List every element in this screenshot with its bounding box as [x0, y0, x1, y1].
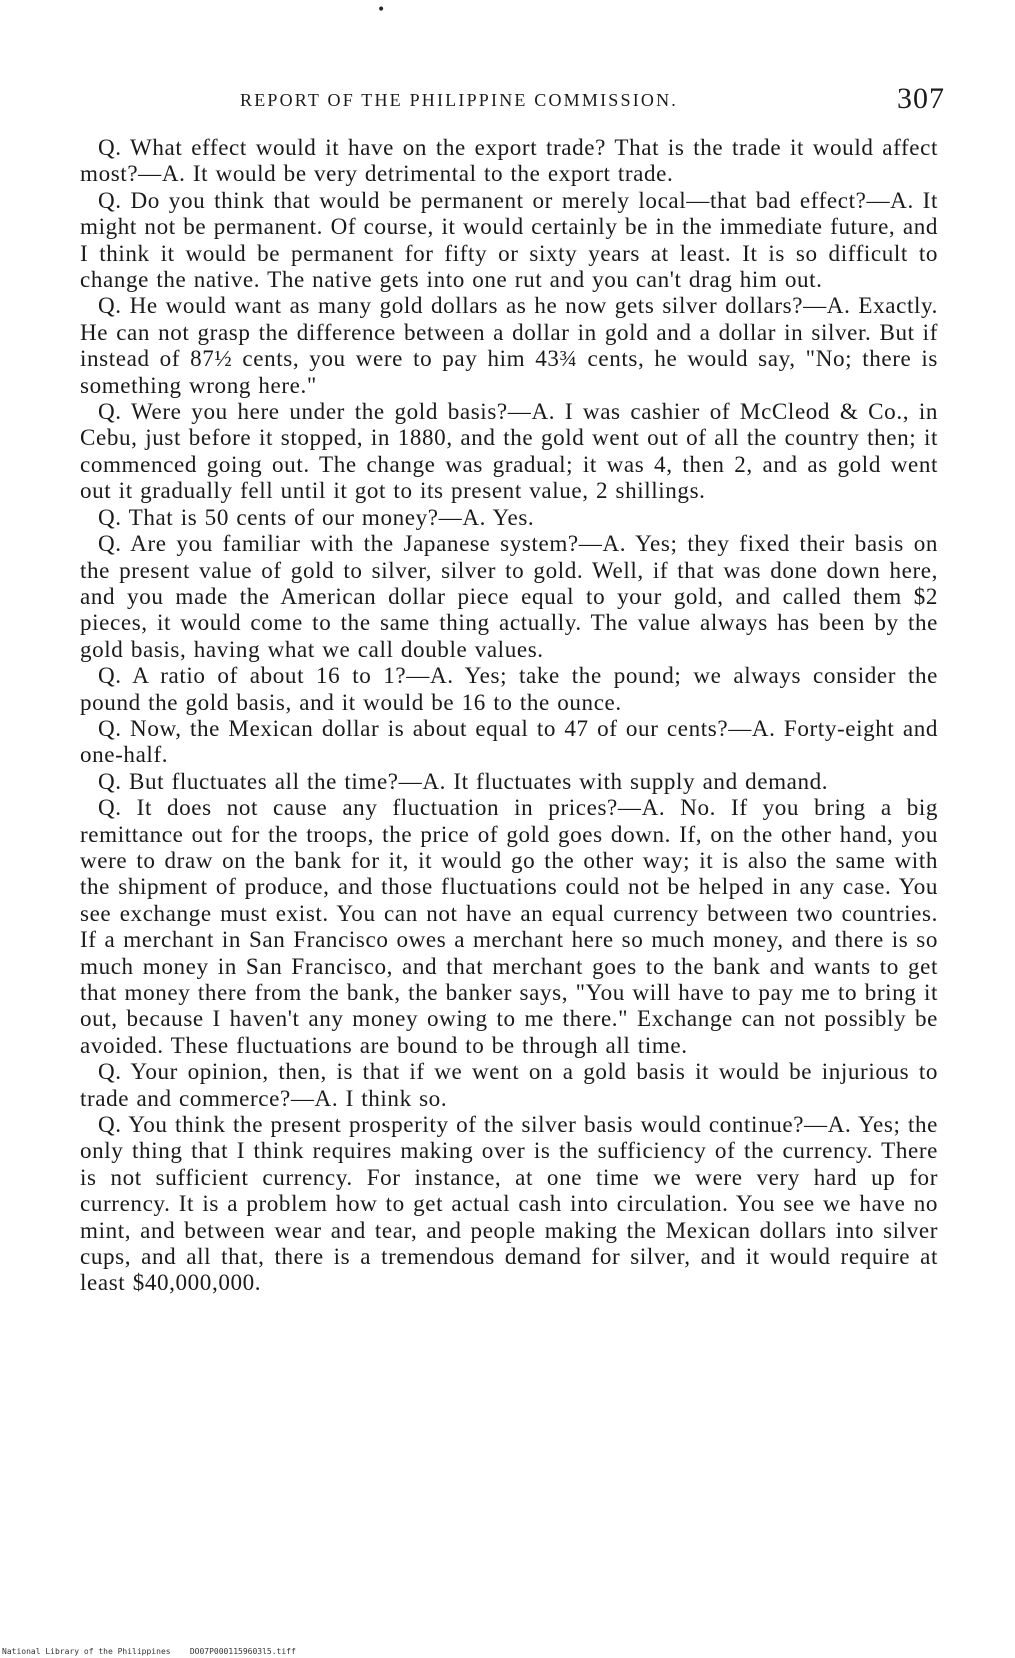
paragraph-1: Q. What effect would it have on the export trade? That is the trade it would affect most?—A. It would be very detrimental to the export trade. [80, 134, 938, 187]
paragraph-9: Q. But fluctuates all the time?—A. It fluctuates with supply and demand. [98, 767, 829, 794]
paragraph-5: Q. That is 50 cents of our money?—A. Yes. [98, 503, 535, 530]
top-mark: • [377, 2, 386, 18]
page-number: 307 [897, 82, 945, 115]
body-text [80, 134, 938, 1296]
running-head [70, 84, 945, 114]
scan-footer: National Library of the Philippines DO07P0001159603l5.tiff [2, 1647, 296, 1656]
paragraph-4: Q. Were you here under the gold basis?—A. I was cashier of McCleod & Co., in Cebu, just before it stopped, in 1880, and the gold went out of all the country then; it commenced going out. The change was gradual; it was 4, then 2, and as gold went out it gradually fell until it got to its present value, 2 shillings. [80, 398, 938, 504]
paragraph-7: Q. A ratio of about 16 to 1?—A. Yes; take the pound; we always consider the pound the gold basis, and it would be 16 to the ounce. [80, 662, 938, 715]
paragraph-11: Q. Your opinion, then, is that if we went on a gold basis it would be injurious to trade and commerce?—A. I think so. [80, 1058, 938, 1111]
paragraph-2: Q. Do you think that would be permanent or merely local—that bad effect?—A. It might not be permanent. Of course, it would certainly be in the immediate future, and I think it would be permanent for fifty or sixty years at least. It is so difficult to change the native. The native gets into one rut and you can't drag him out. [80, 186, 938, 293]
paragraph-6: Q. Are you familiar with the Japanese system?—A. Yes; they fixed their basis on the present value of gold to silver, silver to gold. Well, if that was done down here, and you made the American dollar piece equal to your gold, and called them $2 pieces, it would come to the same thing actually. The value always has been by the gold basis, having what we call double values. [80, 530, 938, 662]
paragraph-8: Q. Now, the Mexican dollar is about equal to 47 of our cents?—A. Forty-eight and one-half. [80, 714, 938, 768]
paragraph-3: Q. He would want as many gold dollars as he now gets silver dollars?—A. Exactly. He can not grasp the difference between a dollar in gold and a dollar in silver. But if instead of 87½ cents, you were to pay him 43¾ cents, he would say, "No; there is something wrong here." [80, 292, 938, 398]
paragraph-10: Q. It does not cause any fluctuation in prices?—A. No. If you bring a big remittance out for the troops, the price of gold goes down. If, on the other hand, you were to draw on the bank for it, it would go the other way; it is also the same with the shipment of produce, and those fluctuations could not be helped in any case. You see exchange must exist. You can not have an equal currency between two countries. If a merchant in San Francisco owes a merchant here so much money, and there is so much money in San Francisco, and that merchant goes to the bank and wants to get that money there from the bank, the banker says, "You will have to pay me to bring it out, because I haven't any money owing to me there." Exchange can not possibly be avoided. These fluctuations are bound to be through all time. [80, 794, 938, 1058]
paragraph-12: Q. You think the present prosperity of the silver basis would continue?—A. Yes; the only thing that I think requires making over is the sufficiency of the currency. There is not sufficient currency. For instance, at one time we were very hard up for currency. It is a problem how to get actual cash into circulation. You see we have no mint, and between wear and tear, and people making the Mexican dollars into silver cups, and all that, there is a tremendous demand for silver, and it would require at least $40,000,000. [80, 1111, 938, 1296]
running-title: REPORT OF THE PHILIPPINE COMMISSION. [240, 90, 679, 110]
